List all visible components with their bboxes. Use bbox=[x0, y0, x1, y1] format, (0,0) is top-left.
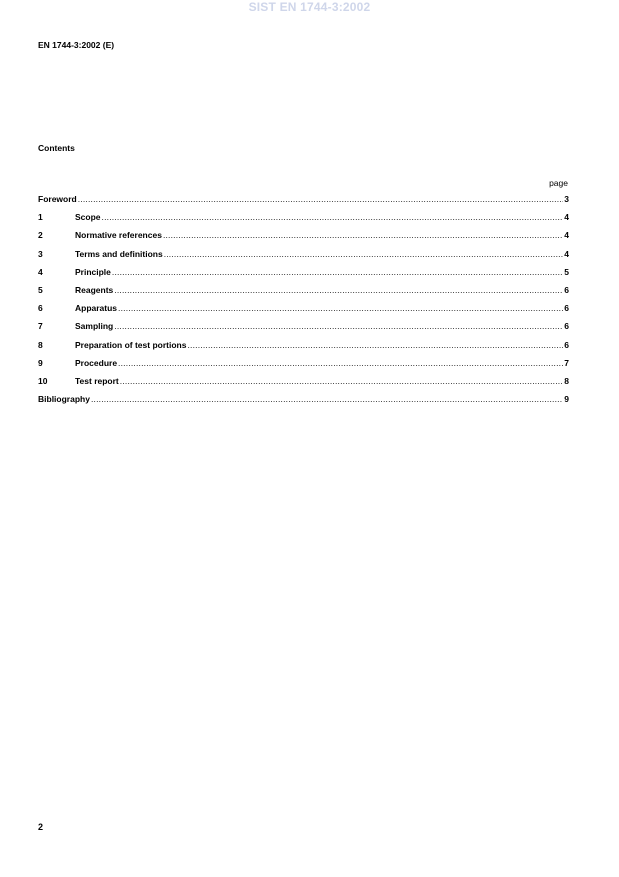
toc-leader-dots bbox=[118, 303, 563, 314]
toc-entry-number: 5 bbox=[38, 284, 43, 295]
contents-title: Contents bbox=[38, 143, 75, 153]
toc-entry-title: Scope bbox=[75, 212, 101, 223]
toc-entry[interactable] bbox=[38, 303, 569, 321]
toc-entry-page: 4 bbox=[564, 212, 569, 223]
toc-entry-page: 6 bbox=[564, 339, 569, 350]
toc-entry-page: 6 bbox=[564, 321, 569, 332]
toc-entry-title: Bibliography bbox=[38, 394, 90, 405]
toc-entry[interactable] bbox=[38, 358, 569, 376]
toc-leader-dots bbox=[114, 321, 563, 332]
toc-leader-dots bbox=[114, 285, 563, 296]
toc-leader-dots bbox=[164, 249, 564, 260]
toc-entry[interactable] bbox=[38, 340, 569, 358]
toc-entry-number: 1 bbox=[38, 212, 43, 223]
document-header: EN 1744-3:2002 (E) bbox=[38, 40, 115, 50]
toc-entry-number: 3 bbox=[38, 248, 43, 259]
toc-entry[interactable] bbox=[38, 321, 569, 339]
toc-entry-page: 8 bbox=[564, 375, 569, 386]
toc-entry[interactable] bbox=[38, 249, 569, 267]
toc-leader-dots bbox=[187, 340, 563, 351]
toc-entry-title: Foreword bbox=[38, 194, 77, 204]
table-of-contents bbox=[38, 194, 569, 412]
toc-entry-page: 9 bbox=[564, 394, 569, 405]
toc-entry-number: 7 bbox=[38, 321, 43, 332]
toc-entry-number: 10 bbox=[38, 375, 48, 386]
toc-entry[interactable] bbox=[38, 267, 569, 285]
toc-entry[interactable] bbox=[38, 394, 569, 412]
toc-entry[interactable] bbox=[38, 230, 569, 248]
toc-entry[interactable] bbox=[38, 212, 569, 230]
toc-leader-dots bbox=[78, 194, 564, 205]
toc-leader-dots bbox=[118, 358, 563, 369]
toc-entry-page: 4 bbox=[564, 230, 569, 241]
toc-entry-number: 9 bbox=[38, 357, 43, 368]
toc-entry-page: 6 bbox=[564, 284, 569, 295]
page-number: 2 bbox=[38, 822, 44, 832]
toc-entry-number: 6 bbox=[38, 303, 43, 314]
toc-leader-dots bbox=[102, 212, 564, 223]
toc-entry-page: 5 bbox=[564, 266, 569, 277]
toc-entry-title: Sampling bbox=[75, 321, 114, 332]
page-column-label: page bbox=[549, 178, 568, 188]
toc-entry-title: Principle bbox=[75, 266, 111, 277]
toc-entry-title: Normative references bbox=[75, 230, 162, 241]
watermark: SIST EN 1744-3:2002 bbox=[248, 0, 371, 14]
toc-entry-number: 2 bbox=[38, 230, 43, 241]
toc-entry-page: 3 bbox=[564, 194, 569, 204]
toc-entry-title: Preparation of test portions bbox=[75, 339, 187, 350]
toc-entry-title: Reagents bbox=[75, 284, 114, 295]
toc-leader-dots bbox=[163, 230, 563, 241]
toc-entry[interactable] bbox=[38, 376, 569, 394]
toc-entry-title: Terms and definitions bbox=[75, 248, 163, 259]
toc-entry-number: 4 bbox=[38, 266, 43, 277]
toc-entry-page: 6 bbox=[564, 303, 569, 314]
toc-leader-dots bbox=[91, 394, 563, 405]
toc-entry-title: Test report bbox=[75, 375, 119, 386]
toc-leader-dots bbox=[112, 267, 563, 278]
toc-entry-title: Procedure bbox=[75, 357, 118, 368]
toc-entry-page: 4 bbox=[564, 248, 569, 259]
toc-entry[interactable] bbox=[38, 194, 569, 212]
toc-entry-page: 7 bbox=[564, 357, 569, 368]
toc-entry-title: Apparatus bbox=[75, 303, 118, 314]
toc-entry[interactable] bbox=[38, 285, 569, 303]
toc-entry-number: 8 bbox=[38, 339, 43, 350]
toc-leader-dots bbox=[120, 376, 563, 387]
